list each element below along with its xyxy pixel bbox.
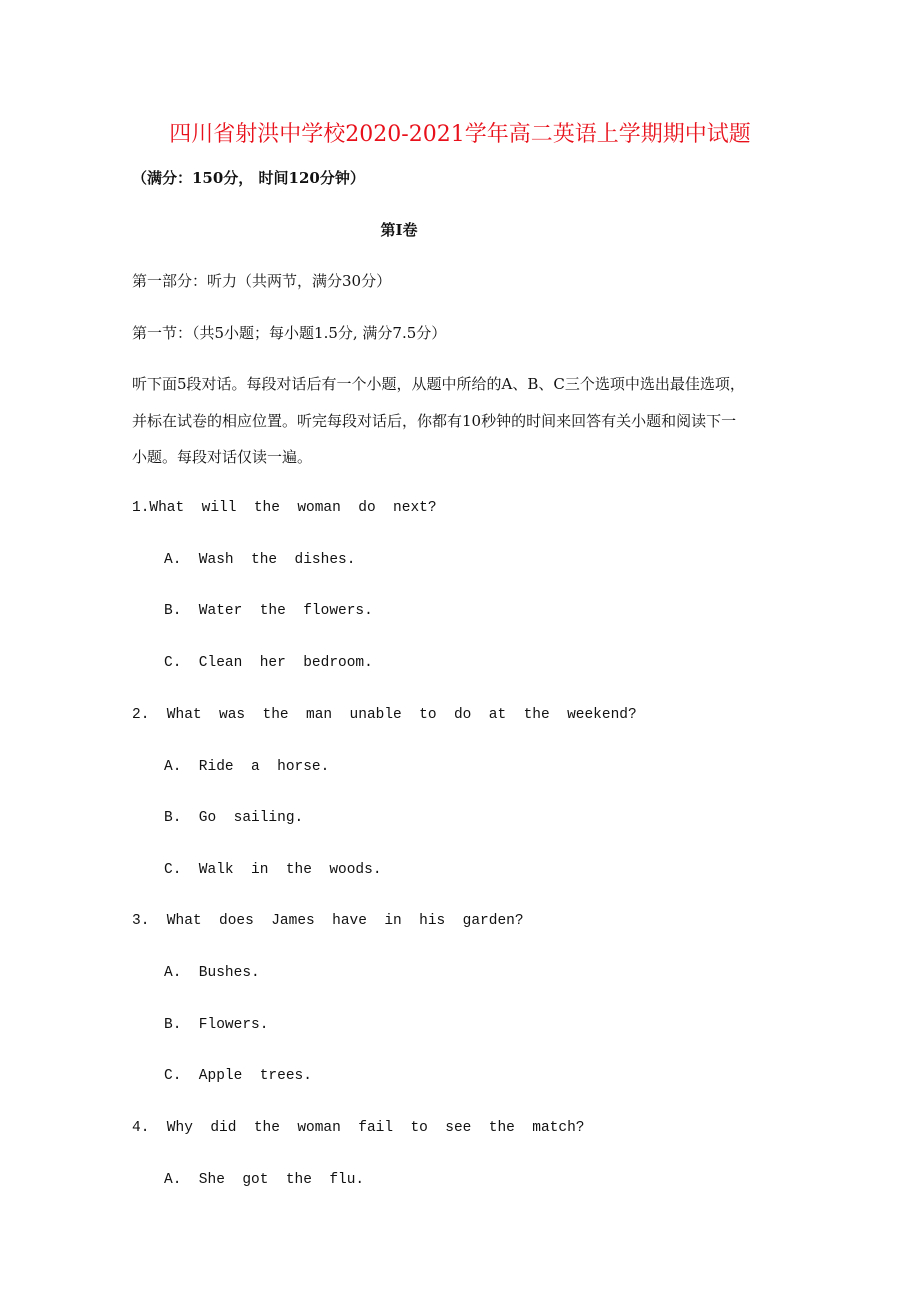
section-heading: 第一节：（共5小题；每小题1.5分, 满分7.5分） — [132, 324, 447, 342]
option: A. Bushes. — [164, 965, 260, 981]
option: C. Walk in the woods. — [164, 862, 382, 878]
option: B. Go sailing. — [164, 810, 304, 826]
instruction-line: 听下面5段对话。每段对话后有一个小题，从题中所给的A、B、C三个选项中选出最佳选项， — [132, 375, 745, 393]
question-2: 2. What was the man unable to do at the weekend? — [132, 707, 637, 723]
volume-heading: 第Ⅰ卷 — [380, 221, 418, 239]
instruction-line: 并标在试卷的相应位置。听完每段对话后，你都有10秒钟的时间来回答有关小题和阅读下一 — [132, 412, 737, 430]
question-1: 1.What will the woman do next? — [132, 500, 437, 516]
option: C. Clean her bedroom. — [164, 655, 373, 671]
option: C. Apple trees. — [164, 1068, 312, 1084]
option: B. Flowers. — [164, 1017, 269, 1033]
instruction-line: 小题。每段对话仅读一遍。 — [132, 448, 313, 466]
question-4: 4. Why did the woman fail to see the match? — [132, 1120, 585, 1136]
exam-info: （满分：150分， 时间120分钟） — [132, 169, 365, 187]
document-title: 四川省射洪中学校2020-2021学年高二英语上学期期中试题 — [169, 122, 751, 147]
part-heading: 第一部分：听力（共两节，满分30分） — [132, 272, 392, 290]
question-3: 3. What does James have in his garden? — [132, 913, 524, 929]
option: B. Water the flowers. — [164, 603, 373, 619]
option: A. Wash the dishes. — [164, 552, 356, 568]
option: A. She got the flu. — [164, 1172, 365, 1188]
option: A. Ride a horse. — [164, 759, 330, 775]
